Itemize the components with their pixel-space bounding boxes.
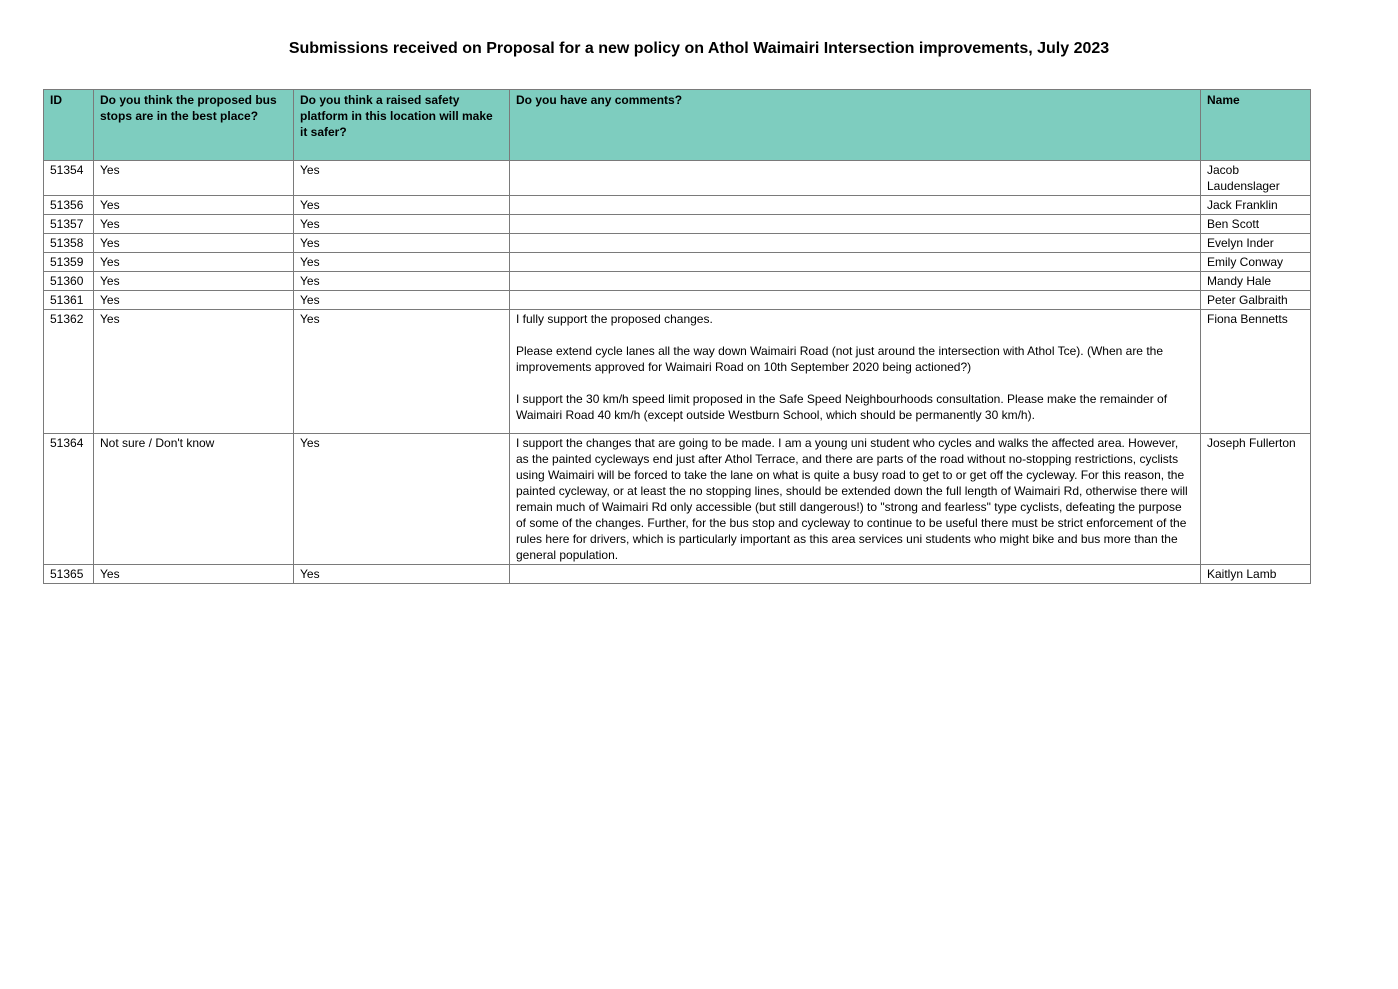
cell-platform: Yes [294, 196, 510, 215]
cell-platform: Yes [294, 161, 510, 196]
cell-platform: Yes [294, 291, 510, 310]
cell-bus-stops: Yes [94, 196, 294, 215]
cell-bus-stops: Yes [94, 253, 294, 272]
header-platform: Do you think a raised safety platform in this location will make it safer? [294, 90, 510, 161]
header-comments: Do you have any comments? [510, 90, 1201, 161]
cell-platform: Yes [294, 272, 510, 291]
header-name: Name [1201, 90, 1311, 161]
cell-platform: Yes [294, 253, 510, 272]
cell-bus-stops: Yes [94, 215, 294, 234]
table-row [44, 253, 1311, 272]
cell-id: 51357 [44, 215, 94, 234]
header-bus-stops: Do you think the proposed bus stops are in the best place? [94, 90, 294, 161]
table-row [44, 565, 1311, 584]
cell-bus-stops: Yes [94, 291, 294, 310]
cell-platform: Yes [294, 434, 510, 565]
cell-id: 51356 [44, 196, 94, 215]
cell-platform: Yes [294, 215, 510, 234]
cell-id: 51365 [44, 565, 94, 584]
comment-paragraph: I support the 30 km/h speed limit proposed in the Safe Speed Neighbourhoods consultation. Please make the remainder of Waimairi Road 40 km/h (except outside Westburn School, which should be permanently 30 km/h). [516, 392, 1168, 422]
cell-name: Kaitlyn Lamb [1201, 565, 1311, 584]
table-header-row [44, 90, 1311, 161]
table-row [44, 310, 1311, 434]
cell-bus-stops: Yes [94, 161, 294, 196]
cell-comments [510, 161, 1201, 196]
cell-comments [510, 291, 1201, 310]
cell-id: 51362 [44, 310, 94, 434]
table-row [44, 196, 1311, 215]
cell-name: Jacob Laudenslager [1201, 161, 1311, 196]
comment-paragraph: Please extend cycle lanes all the way down Waimairi Road (not just around the intersection with Athol Tce). (When are the improvements approved for Waimairi Road on 10th September 2020 being actioned?) [516, 344, 1163, 374]
page-title: Submissions received on Proposal for a new policy on Athol Waimairi Intersection improvements, July 2023 [288, 40, 1110, 57]
cell-name: Mandy Hale [1201, 272, 1311, 291]
table-row [44, 272, 1311, 291]
cell-comments [510, 565, 1201, 584]
cell-comments [510, 215, 1201, 234]
table-row [44, 215, 1311, 234]
cell-id: 51364 [44, 434, 94, 565]
cell-comments [510, 310, 1201, 434]
cell-name: Ben Scott [1201, 215, 1311, 234]
comment-paragraph: I support the changes that are going to be made. I am a young uni student who cycles and walks the affected area. However, as the painted cycleways end just after Athol Terrace, and there are parts of the road without no-stopping restrictions, cyclists using Waimairi will be forced to take the lane on what is quite a busy road to get to or get off the cycleway. For this reason, the painted cycleway, or at least the no stopping lines, should be extended down the full length of Waimairi Rd, otherwise there will remain much of Waimairi Rd only accessible (but still dangerous!) to "strong and fearless" type cyclists, defeating the purpose of some of the changes. Further, for the bus stop and cycleway to continue to be useful there must be strict enforcement of the rules here for drivers, which is particularly important as this area services uni students who might bike and bus more than the general population. [516, 436, 1188, 562]
table-row [44, 291, 1311, 310]
table-row [44, 434, 1311, 565]
cell-comments [510, 196, 1201, 215]
cell-id: 51354 [44, 161, 94, 196]
cell-bus-stops: Yes [94, 234, 294, 253]
cell-platform: Yes [294, 565, 510, 584]
cell-id: 51359 [44, 253, 94, 272]
cell-name: Evelyn Inder [1201, 234, 1311, 253]
table-row [44, 161, 1311, 196]
cell-platform: Yes [294, 310, 510, 434]
cell-comments [510, 434, 1201, 565]
cell-comments [510, 253, 1201, 272]
cell-bus-stops: Yes [94, 272, 294, 291]
header-id: ID [44, 90, 94, 161]
cell-id: 51361 [44, 291, 94, 310]
cell-bus-stops: Yes [94, 310, 294, 434]
cell-name: Emily Conway [1201, 253, 1311, 272]
cell-id: 51358 [44, 234, 94, 253]
cell-name: Peter Galbraith [1201, 291, 1311, 310]
cell-name: Jack Franklin [1201, 196, 1311, 215]
cell-bus-stops: Not sure / Don't know [94, 434, 294, 565]
cell-comments [510, 272, 1201, 291]
cell-comments [510, 234, 1201, 253]
cell-name: Joseph Fullerton [1201, 434, 1311, 565]
table-row [44, 234, 1311, 253]
cell-bus-stops: Yes [94, 565, 294, 584]
cell-name: Fiona Bennetts [1201, 310, 1311, 434]
cell-platform: Yes [294, 234, 510, 253]
comment-paragraph: I fully support the proposed changes. [516, 312, 713, 326]
cell-id: 51360 [44, 272, 94, 291]
submissions-table [43, 89, 1311, 584]
